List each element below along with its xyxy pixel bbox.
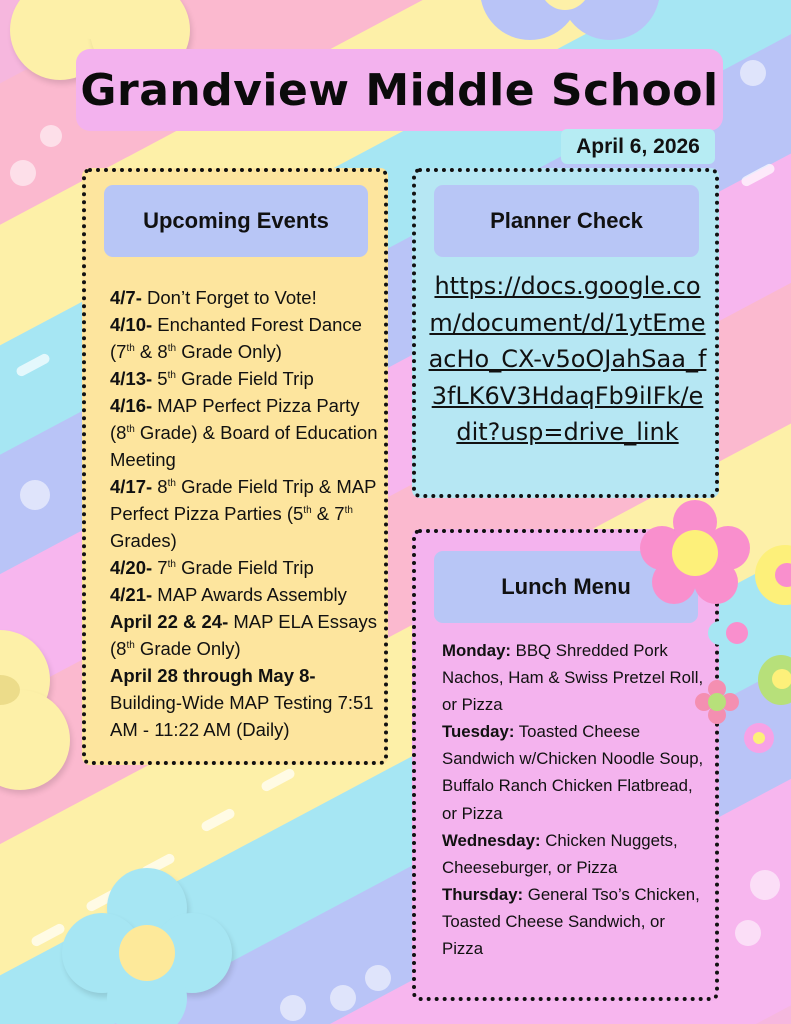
upcoming-events-heading: Upcoming Events: [104, 185, 368, 257]
flower-green-small: [758, 655, 791, 705]
bg-dot: [740, 60, 766, 86]
event-item: 4/7- Don’t Forget to Vote!: [110, 287, 317, 308]
flower-yellow-left: [0, 630, 90, 780]
title-banner: [76, 49, 723, 131]
lunch-day-wednesday: Wednesday: Chicken Nuggets, Cheeseburger, or Pizza: [442, 830, 678, 877]
lunch-day-monday: Monday: BBQ Shredded Pork Nachos, Ham & Swiss Pretzel Roll, or Pizza: [442, 641, 704, 715]
bg-dot: [10, 160, 36, 186]
bg-dot: [750, 870, 780, 900]
upcoming-events-panel: [82, 168, 388, 765]
bg-dot: [280, 995, 306, 1021]
flower-coral-small: [695, 680, 739, 724]
bg-dot: [735, 920, 761, 946]
planner-doc-link[interactable]: https://docs.google.com/document/d/1ytEmeacHo_CX-v5oOJahSaa_f3fLK6V3HdaqFb9iIFk/edit?usp=drive_link: [428, 272, 707, 446]
bg-dot: [20, 480, 50, 510]
lunch-menu-heading: Lunch Menu: [434, 551, 698, 623]
event-item: 4/16- MAP Perfect Pizza Party (8th Grade) & Board of Education Meeting: [110, 395, 378, 470]
event-item: 4/17- 8th Grade Field Trip & MAP Perfect Pizza Parties (5th & 7th Grades): [110, 476, 377, 551]
flower-blue-small: [708, 604, 766, 662]
flower-yellow-small: [755, 545, 791, 605]
event-item: April 22 & 24- MAP ELA Essays (8th Grade Only): [110, 611, 377, 659]
page-title: Grandview Middle School: [80, 64, 719, 116]
event-item: 4/21- MAP Awards Assembly: [110, 584, 347, 605]
date-badge: April 6, 2026: [561, 129, 715, 164]
event-item: April 28 through May 8- Building-Wide MAP Testing 7:51 AM - 11:22 AM (Daily): [110, 665, 374, 740]
event-item: 4/10- Enchanted Forest Dance (7th & 8th Grade Only): [110, 314, 362, 362]
flower-pink-tiny: [744, 723, 774, 753]
flower-lavender-top: [480, 0, 660, 50]
event-item: 4/13- 5th Grade Field Trip: [110, 368, 314, 389]
lunch-day-thursday: Thursday: General Tso’s Chicken, Toasted Cheese Sandwich, or Pizza: [442, 884, 700, 959]
planner-check-heading: Planner Check: [434, 185, 699, 257]
bg-dot: [40, 125, 62, 147]
lunch-menu-list: [442, 637, 707, 962]
lunch-day-tuesday: Tuesday: Toasted Cheese Sandwich w/Chicken Noodle Soup, Buffalo Ranch Chicken Flatbread, or Pizza: [442, 722, 704, 823]
event-item: 4/20- 7th Grade Field Trip: [110, 557, 314, 578]
flower-blue-bottom-left: [62, 868, 232, 1024]
events-list: [110, 284, 380, 743]
planner-check-panel: [412, 168, 719, 498]
bg-dot: [365, 965, 391, 991]
flower-pink-large: [640, 500, 750, 606]
bg-dot: [330, 985, 356, 1011]
